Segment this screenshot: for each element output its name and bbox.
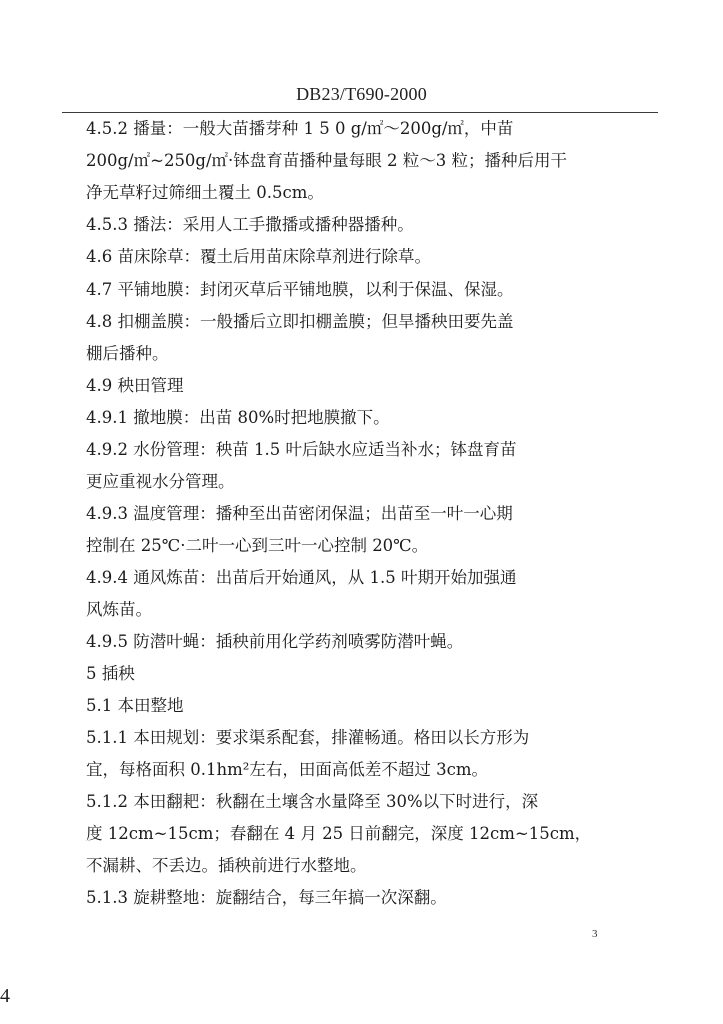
page-number: 3 <box>592 928 598 940</box>
header-divider <box>62 112 658 113</box>
edge-mark: 4 <box>0 985 10 1007</box>
text-line-4-9-5: 4.9.5 防潜叶蝇：插秧前用化学药剂喷雾防潜叶蝇。 <box>86 632 464 651</box>
text-line-4-9-2-a: 4.9.2 水份管理：秧苗 1.5 叶后缺水应适当补水；钵盘育苗 <box>86 440 517 459</box>
text-line-4-7: 4.7 平铺地膜：封闭灭草后平铺地膜，以利于保温、保湿。 <box>86 280 514 299</box>
text-line-5-1: 5.1 本田整地 <box>86 696 184 715</box>
text-line-4-6: 4.6 苗床除草：覆土后用苗床除草剂进行除草。 <box>86 247 431 266</box>
text-line-4-9-4-a: 4.9.4 通风炼苗：出苗后开始通风，从 1.5 叶期开始加强通 <box>86 568 517 587</box>
text-line-5-1-1-b: 宜，每格面积 0.1hm²左右，田面高低差不超过 3cm。 <box>86 760 489 779</box>
text-line-4-5-3: 4.5.3 播法：采用人工手撒播或播种器播种。 <box>86 215 414 234</box>
text-line-4-9: 4.9 秧田管理 <box>86 376 184 395</box>
text-line-4-5-2-a: 4.5.2 播量：一般大苗播芽种 1 5 0 g/㎡～200g/㎡，中苗 <box>86 119 514 138</box>
text-line-5: 5 插秧 <box>86 664 135 683</box>
text-line-5-1-2-c: 不漏耕、不丢边。插秧前进行水整地。 <box>86 856 367 875</box>
text-line-4-9-4-b: 风炼苗。 <box>86 600 152 619</box>
text-line-5-1-3: 5.1.3 旋耕整地：旋翻结合，每三年搞一次深翻。 <box>86 888 447 907</box>
text-line-5-1-1-a: 5.1.1 本田规划：要求渠系配套，排灌畅通。格田以长方形为 <box>86 728 530 747</box>
text-line-4-5-2-b: 200g/㎡~250g/㎡·钵盘育苗播种量每眼 2 粒～3 粒；播种后用干 <box>86 151 568 170</box>
document-code-header: DB23/T690-2000 <box>296 84 427 104</box>
text-line-4-8-a: 4.8 扣棚盖膜：一般播后立即扣棚盖膜；但旱播秧田要先盖 <box>86 312 514 331</box>
text-line-4-9-3-b: 控制在 25℃·二叶一心到三叶一心控制 20℃。 <box>86 536 429 555</box>
text-line-4-9-2-b: 更应重视水分管理。 <box>86 472 235 491</box>
text-line-4-9-3-a: 4.9.3 温度管理：播种至出苗密闭保温；出苗至一叶一心期 <box>86 504 513 523</box>
text-line-5-1-2-b: 度 12cm~15cm；春翻在 4 月 25 日前翻完，深度 12cm~15cm， <box>86 824 592 843</box>
text-line-4-5-2-c: 净无草籽过筛细土覆土 0.5cm。 <box>86 183 324 202</box>
text-line-5-1-2-a: 5.1.2 本田翻耙：秋翻在土壤含水量降至 30%以下时进行，深 <box>86 792 539 811</box>
text-line-4-9-1: 4.9.1 撤地膜：出苗 80%时把地膜撤下。 <box>86 408 390 427</box>
text-line-4-8-b: 棚后播种。 <box>86 344 169 363</box>
